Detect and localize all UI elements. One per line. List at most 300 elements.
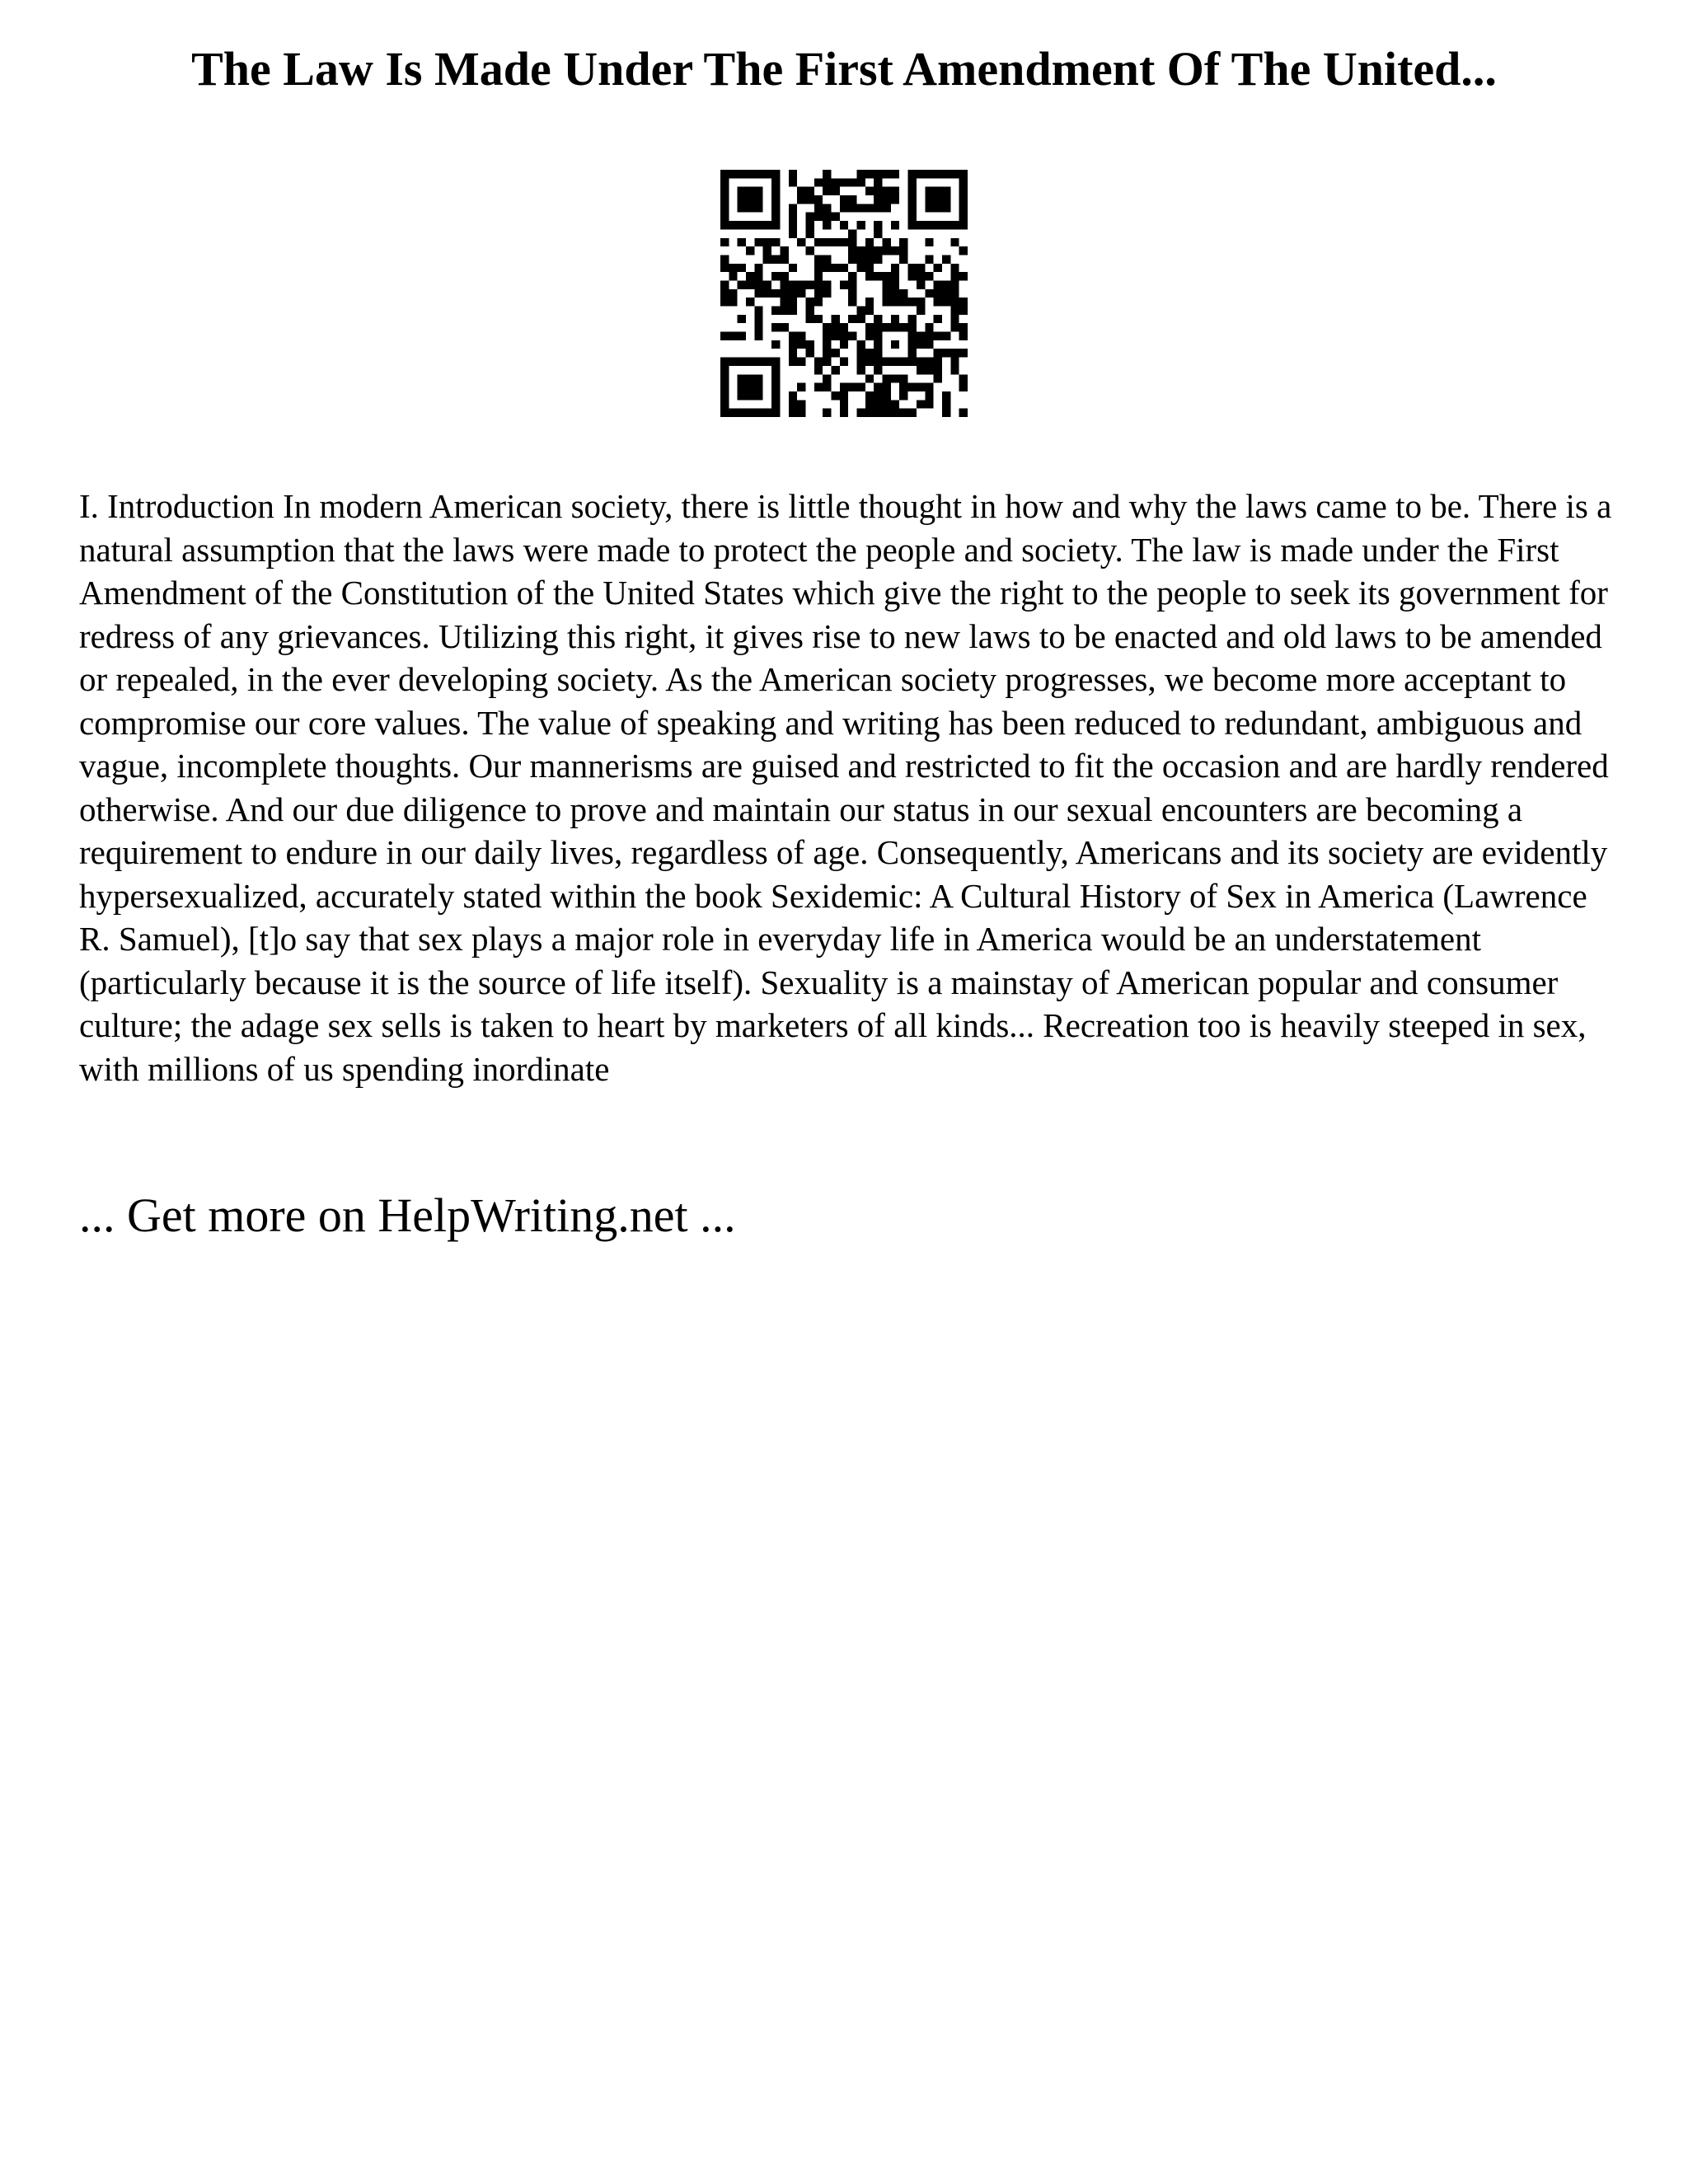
qr-module bbox=[840, 332, 848, 340]
qr-module bbox=[840, 195, 848, 204]
qr-module bbox=[950, 221, 959, 229]
qr-module bbox=[805, 187, 814, 195]
qr-module bbox=[908, 349, 917, 357]
qr-module bbox=[771, 307, 780, 315]
qr-code-icon[interactable] bbox=[720, 170, 968, 417]
qr-module bbox=[831, 238, 839, 246]
qr-module bbox=[746, 170, 754, 178]
qr-module bbox=[883, 298, 891, 306]
qr-module bbox=[950, 264, 959, 272]
qr-module bbox=[917, 332, 925, 340]
qr-module bbox=[865, 400, 874, 408]
qr-module bbox=[934, 264, 942, 272]
qr-module bbox=[865, 238, 874, 246]
qr-module bbox=[908, 315, 917, 323]
qr-module bbox=[814, 272, 823, 280]
qr-module bbox=[925, 187, 933, 195]
qr-module bbox=[754, 195, 762, 204]
qr-module bbox=[823, 323, 831, 331]
qr-module bbox=[797, 332, 805, 340]
qr-module bbox=[823, 238, 831, 246]
qr-module bbox=[950, 272, 959, 280]
qr-module bbox=[780, 246, 788, 255]
qr-module bbox=[942, 221, 950, 229]
qr-module bbox=[865, 298, 874, 306]
qr-module bbox=[942, 255, 950, 263]
qr-module bbox=[942, 332, 950, 340]
qr-module bbox=[857, 221, 865, 229]
qr-module bbox=[840, 400, 848, 408]
qr-module bbox=[789, 409, 797, 417]
qr-module bbox=[865, 332, 874, 340]
qr-module bbox=[934, 298, 942, 306]
qr-module bbox=[908, 272, 917, 280]
qr-module bbox=[934, 195, 942, 204]
qr-module bbox=[789, 391, 797, 400]
qr-module bbox=[831, 264, 839, 272]
qr-module bbox=[789, 349, 797, 357]
qr-module bbox=[942, 195, 950, 204]
qr-module bbox=[738, 204, 746, 212]
qr-module bbox=[831, 187, 839, 195]
qr-module bbox=[823, 213, 831, 221]
qr-module bbox=[814, 178, 823, 186]
qr-module bbox=[754, 170, 762, 178]
qr-module bbox=[738, 280, 746, 288]
qr-module bbox=[891, 272, 899, 280]
qr-module bbox=[720, 195, 729, 204]
qr-module bbox=[754, 391, 762, 400]
qr-module bbox=[908, 264, 917, 272]
qr-module bbox=[738, 264, 746, 272]
qr-module bbox=[959, 246, 968, 255]
qr-module bbox=[942, 170, 950, 178]
qr-module bbox=[917, 264, 925, 272]
qr-module bbox=[823, 170, 831, 178]
qr-module bbox=[823, 255, 831, 263]
qr-module bbox=[780, 307, 788, 315]
qr-module bbox=[814, 213, 823, 221]
qr-module bbox=[917, 272, 925, 280]
qr-module bbox=[840, 358, 848, 366]
qr-module bbox=[771, 374, 780, 382]
qr-module bbox=[754, 374, 762, 382]
qr-module bbox=[925, 204, 933, 212]
qr-module bbox=[823, 221, 831, 229]
qr-module bbox=[746, 280, 754, 288]
qr-module bbox=[754, 332, 762, 340]
qr-module bbox=[763, 255, 771, 263]
qr-module bbox=[883, 238, 891, 246]
qr-module bbox=[857, 366, 865, 374]
qr-module bbox=[883, 391, 891, 400]
qr-module bbox=[771, 178, 780, 186]
qr-module bbox=[891, 264, 899, 272]
qr-module bbox=[754, 409, 762, 417]
qr-module bbox=[805, 221, 814, 229]
qr-module bbox=[925, 255, 933, 263]
qr-module bbox=[840, 178, 848, 186]
qr-module bbox=[771, 400, 780, 408]
qr-module bbox=[823, 289, 831, 298]
qr-module bbox=[840, 383, 848, 391]
qr-module bbox=[891, 195, 899, 204]
qr-module bbox=[754, 358, 762, 366]
qr-module bbox=[874, 391, 882, 400]
qr-module bbox=[874, 323, 882, 331]
qr-module bbox=[942, 298, 950, 306]
qr-module bbox=[959, 213, 968, 221]
qr-module bbox=[934, 204, 942, 212]
qr-module bbox=[831, 323, 839, 331]
qr-module bbox=[925, 332, 933, 340]
qr-module bbox=[789, 400, 797, 408]
qr-module bbox=[908, 340, 917, 349]
document-title: The Law Is Made Under The First Amendment Of The United... bbox=[191, 42, 1497, 96]
qr-module bbox=[789, 264, 797, 272]
qr-module bbox=[883, 374, 891, 382]
qr-module bbox=[823, 349, 831, 357]
qr-module bbox=[771, 323, 780, 331]
qr-module bbox=[789, 280, 797, 288]
qr-module bbox=[771, 340, 780, 349]
qr-module bbox=[848, 289, 856, 298]
qr-module bbox=[857, 246, 865, 255]
qr-module bbox=[797, 238, 805, 246]
qr-module bbox=[917, 358, 925, 366]
qr-module bbox=[857, 170, 865, 178]
qr-module bbox=[874, 340, 882, 349]
qr-module bbox=[865, 264, 874, 272]
qr-module bbox=[729, 170, 737, 178]
qr-module bbox=[840, 391, 848, 400]
qr-module bbox=[805, 213, 814, 221]
qr-module bbox=[763, 170, 771, 178]
qr-module bbox=[754, 323, 762, 331]
qr-module bbox=[925, 195, 933, 204]
qr-module bbox=[814, 280, 823, 288]
qr-module bbox=[754, 221, 762, 229]
qr-module bbox=[746, 298, 754, 306]
qr-module bbox=[840, 280, 848, 288]
qr-module bbox=[857, 315, 865, 323]
qr-module bbox=[950, 238, 959, 246]
qr-module bbox=[729, 272, 737, 280]
qr-module bbox=[814, 289, 823, 298]
qr-module bbox=[823, 178, 831, 186]
qr-module bbox=[934, 374, 942, 382]
qr-module bbox=[874, 187, 882, 195]
qr-module bbox=[746, 221, 754, 229]
qr-module bbox=[891, 221, 899, 229]
qr-module bbox=[805, 280, 814, 288]
qr-module bbox=[865, 391, 874, 400]
qr-module bbox=[925, 272, 933, 280]
qr-module bbox=[883, 400, 891, 408]
qr-module bbox=[865, 204, 874, 212]
qr-module bbox=[934, 349, 942, 357]
qr-module bbox=[797, 289, 805, 298]
qr-module bbox=[874, 255, 882, 263]
qr-module bbox=[763, 409, 771, 417]
qr-module bbox=[746, 383, 754, 391]
qr-module bbox=[908, 213, 917, 221]
qr-module bbox=[771, 204, 780, 212]
qr-module bbox=[899, 238, 907, 246]
qr-module bbox=[874, 332, 882, 340]
qr-module bbox=[789, 204, 797, 212]
qr-module bbox=[874, 349, 882, 357]
qr-module bbox=[720, 204, 729, 212]
qr-module bbox=[720, 400, 729, 408]
qr-module bbox=[883, 383, 891, 391]
qr-module bbox=[899, 323, 907, 331]
qr-module bbox=[891, 289, 899, 298]
qr-module bbox=[917, 307, 925, 315]
qr-module bbox=[899, 383, 907, 391]
qr-module bbox=[780, 255, 788, 263]
qr-module bbox=[857, 383, 865, 391]
qr-module bbox=[720, 264, 729, 272]
qr-module bbox=[720, 383, 729, 391]
qr-module bbox=[823, 409, 831, 417]
qr-module bbox=[959, 178, 968, 186]
qr-module bbox=[925, 323, 933, 331]
qr-module bbox=[899, 298, 907, 306]
qr-module bbox=[857, 358, 865, 366]
document-body-text: I. Introduction In modern American society, there is little thought in how and why the laws came to be. There is a natural assumption that the laws were made to protect the people and society. The law is made under the First Amendment of the Constitution of the United States which give the right to the people to seek its government for redress of any grievances. Utilizing this right, it gives rise to new laws to be enacted and old laws to be amended or repealed, in the ever developing society. As the American society progresses, we become more acceptant to compromise our core values. The value of speaking and writing has been reduced to redundant, ambiguous and vague, incomplete thoughts. Our mannerisms are guised and restricted to fit the occasion and are hardly rendered otherwise. And our due diligence to prove and maintain our status in our sexual encounters are becoming a requirement to endure in our daily lives, regardless of age. Consequently, Americans and its society are evidently hypersexualized, accurately stated within the book Sexidemic: A Cultural History of Sex in America (Lawrence R. Samuel), [t]o say that sex plays a major role in everyday life in America would be an understatement (particularly because it is the source of life itself). Sexuality is a mainstay of American popular and consumer culture; the adage sex sells is taken to heart by marketers of all kinds... Recreation too is heavily steeped in sex, with millions of us spending inordinate bbox=[79, 487, 1612, 1088]
qr-module bbox=[754, 289, 762, 298]
qr-module bbox=[942, 204, 950, 212]
qr-module bbox=[771, 358, 780, 366]
qr-module bbox=[720, 221, 729, 229]
qr-module bbox=[874, 229, 882, 237]
qr-module bbox=[925, 340, 933, 349]
qr-module bbox=[763, 238, 771, 246]
qr-module bbox=[738, 332, 746, 340]
qr-module bbox=[908, 358, 917, 366]
qr-module bbox=[883, 246, 891, 255]
qr-module bbox=[814, 366, 823, 374]
qr-module bbox=[908, 221, 917, 229]
qr-module bbox=[840, 204, 848, 212]
qr-module bbox=[746, 374, 754, 382]
qr-module bbox=[789, 358, 797, 366]
qr-module bbox=[899, 409, 907, 417]
qr-module bbox=[959, 170, 968, 178]
qr-module bbox=[891, 323, 899, 331]
qr-module bbox=[950, 349, 959, 357]
qr-module bbox=[805, 298, 814, 306]
qr-module bbox=[814, 264, 823, 272]
qr-module bbox=[754, 204, 762, 212]
qr-module bbox=[925, 221, 933, 229]
qr-module bbox=[865, 187, 874, 195]
qr-module bbox=[950, 307, 959, 315]
qr-module bbox=[840, 238, 848, 246]
qr-module bbox=[908, 204, 917, 212]
qr-module bbox=[865, 374, 874, 382]
qr-module bbox=[771, 289, 780, 298]
qr-module bbox=[771, 195, 780, 204]
get-more-link[interactable]: ... Get more on HelpWriting.net ... bbox=[79, 1188, 736, 1242]
qr-module bbox=[925, 391, 933, 400]
qr-module bbox=[891, 409, 899, 417]
qr-module bbox=[720, 289, 729, 298]
qr-module bbox=[942, 409, 950, 417]
qr-module bbox=[848, 246, 856, 255]
qr-module bbox=[823, 187, 831, 195]
qr-module bbox=[848, 238, 856, 246]
qr-module bbox=[797, 400, 805, 408]
qr-module bbox=[874, 178, 882, 186]
qr-module bbox=[950, 366, 959, 374]
qr-module bbox=[797, 383, 805, 391]
qr-module bbox=[874, 195, 882, 204]
qr-module bbox=[857, 307, 865, 315]
qr-module bbox=[848, 272, 856, 280]
qr-module bbox=[814, 315, 823, 323]
qr-module bbox=[729, 298, 737, 306]
qr-module bbox=[720, 280, 729, 288]
qr-module bbox=[805, 246, 814, 255]
qr-module bbox=[891, 340, 899, 349]
qr-module bbox=[899, 374, 907, 382]
qr-module bbox=[754, 272, 762, 280]
qr-module bbox=[720, 366, 729, 374]
qr-module bbox=[865, 349, 874, 357]
qr-module bbox=[771, 238, 780, 246]
qr-module bbox=[934, 315, 942, 323]
qr-module bbox=[959, 374, 968, 382]
qr-module bbox=[848, 229, 856, 237]
qr-module bbox=[738, 170, 746, 178]
qr-module bbox=[934, 289, 942, 298]
qr-module bbox=[959, 221, 968, 229]
qr-module bbox=[814, 255, 823, 263]
qr-module bbox=[874, 383, 882, 391]
qr-module bbox=[840, 340, 848, 349]
qr-module bbox=[857, 204, 865, 212]
qr-module bbox=[848, 383, 856, 391]
qr-module bbox=[738, 187, 746, 195]
qr-module bbox=[720, 391, 729, 400]
qr-module bbox=[857, 255, 865, 263]
qr-module bbox=[950, 315, 959, 323]
qr-module bbox=[805, 195, 814, 204]
qr-module bbox=[865, 323, 874, 331]
qr-module bbox=[823, 340, 831, 349]
qr-module bbox=[729, 264, 737, 272]
qr-module bbox=[959, 195, 968, 204]
qr-module bbox=[925, 366, 933, 374]
qr-module bbox=[720, 298, 729, 306]
qr-module bbox=[789, 340, 797, 349]
qr-module bbox=[789, 289, 797, 298]
qr-module bbox=[917, 366, 925, 374]
qr-module bbox=[934, 280, 942, 288]
qr-module bbox=[831, 332, 839, 340]
qr-module bbox=[874, 272, 882, 280]
qr-module bbox=[771, 255, 780, 263]
qr-module bbox=[959, 383, 968, 391]
qr-module bbox=[959, 323, 968, 331]
qr-module bbox=[891, 315, 899, 323]
qr-module bbox=[814, 383, 823, 391]
qr-module bbox=[746, 187, 754, 195]
qr-module bbox=[874, 221, 882, 229]
qr-module bbox=[754, 307, 762, 315]
qr-module bbox=[883, 323, 891, 331]
qr-module bbox=[746, 246, 754, 255]
qr-module bbox=[891, 246, 899, 255]
qr-module bbox=[840, 323, 848, 331]
qr-module bbox=[771, 383, 780, 391]
qr-module bbox=[831, 391, 839, 400]
qr-module bbox=[959, 349, 968, 357]
qr-module bbox=[814, 298, 823, 306]
qr-module bbox=[865, 272, 874, 280]
qr-module bbox=[771, 366, 780, 374]
qr-module bbox=[823, 374, 831, 382]
qr-module bbox=[771, 213, 780, 221]
qr-module bbox=[934, 332, 942, 340]
qr-module bbox=[865, 358, 874, 366]
qr-module bbox=[908, 383, 917, 391]
qr-module bbox=[874, 400, 882, 408]
qr-module bbox=[959, 332, 968, 340]
qr-module bbox=[720, 374, 729, 382]
qr-module bbox=[797, 409, 805, 417]
qr-module bbox=[934, 221, 942, 229]
qr-module bbox=[917, 298, 925, 306]
qr-module bbox=[848, 280, 856, 288]
qr-module bbox=[908, 195, 917, 204]
qr-module bbox=[925, 289, 933, 298]
qr-module bbox=[797, 280, 805, 288]
qr-module bbox=[763, 221, 771, 229]
qr-module bbox=[789, 213, 797, 221]
qr-module bbox=[848, 204, 856, 212]
qr-module bbox=[805, 229, 814, 237]
qr-module bbox=[908, 409, 917, 417]
qr-module bbox=[729, 409, 737, 417]
qr-module bbox=[754, 238, 762, 246]
qr-module bbox=[738, 374, 746, 382]
qr-module bbox=[917, 170, 925, 178]
qr-module bbox=[942, 187, 950, 195]
qr-module bbox=[780, 289, 788, 298]
qr-module bbox=[780, 280, 788, 288]
qr-module bbox=[720, 170, 729, 178]
qr-module bbox=[738, 409, 746, 417]
qr-module bbox=[959, 187, 968, 195]
qr-module bbox=[763, 289, 771, 298]
qr-module bbox=[891, 400, 899, 408]
qr-module bbox=[848, 178, 856, 186]
qr-module bbox=[959, 409, 968, 417]
qr-module bbox=[789, 332, 797, 340]
qr-module bbox=[917, 280, 925, 288]
qr-module bbox=[874, 358, 882, 366]
qr-module bbox=[738, 358, 746, 366]
qr-module bbox=[729, 332, 737, 340]
qr-module bbox=[874, 409, 882, 417]
qr-module bbox=[942, 289, 950, 298]
qr-module bbox=[857, 264, 865, 272]
qr-module bbox=[865, 246, 874, 255]
qr-module bbox=[899, 246, 907, 255]
